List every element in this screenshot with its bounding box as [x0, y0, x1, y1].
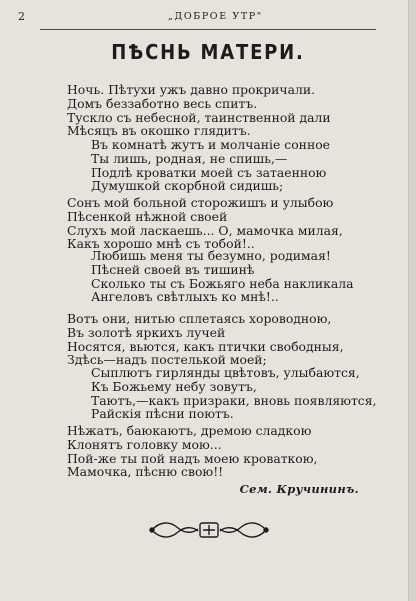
stanza-3 — [67, 196, 343, 251]
poem-title: ПѢСНЬ МАТЕРИ. — [111, 40, 305, 64]
poem-line: Райскія пѣсни поютъ. — [91, 406, 234, 422]
poem-line: Ангеловъ свѣтлыхъ ко мнѣ!.. — [91, 289, 279, 305]
stanza-2 — [91, 138, 330, 193]
poem-line: Къ Божьему небу зовутъ, — [91, 378, 257, 394]
stanza-5 — [67, 312, 344, 367]
stanza-6 — [91, 366, 377, 421]
author-signature: Сем. Кручининъ. — [239, 482, 359, 496]
poem-line: Сонъ мой больной сторожишъ и улыбою — [67, 195, 334, 210]
poem-line: Вотъ они, нитью сплетаясь хороводною, — [67, 311, 332, 326]
page-number: 2 — [18, 10, 25, 23]
page-header — [18, 10, 398, 24]
poem-line: Носятся, вьются, какъ птички свободныя, — [67, 338, 344, 354]
poem-line: Домъ беззаботно весь спитъ. — [67, 95, 258, 111]
poem-line: Ночь. Пѣтухи ужъ давно прокричали. — [67, 82, 316, 97]
poem-line: Любишь меня ты безумно, родимая! — [91, 248, 331, 263]
header-rule — [40, 29, 376, 30]
vignette-ornament-icon — [148, 516, 270, 544]
poem-line: Пѣсенкой нѣжной своей — [67, 208, 228, 224]
poem-line: Сколько ты съ Божьяго неба накликала — [91, 275, 354, 291]
poem-line: Здѣсь—надъ постелькой моей; — [67, 352, 267, 368]
poem-line: Мѣсяцъ въ окошко глядитъ. — [67, 123, 251, 139]
poem-line: Въ комнатѣ жутъ и молчаніе сонное — [91, 137, 330, 152]
poem-line: Какъ хорошо мнѣ съ тобой!.. — [67, 236, 255, 252]
poem-line: Ты лишь, родная, не спишь,— — [91, 150, 288, 166]
stanza-7 — [67, 424, 318, 479]
poem-line: Думушкой скорбной сидишь; — [91, 178, 284, 194]
poem-line: Слухъ мой ласкаешь... О, мамочка милая, — [67, 222, 343, 238]
poem-line: Пой-же ты пой надъ моею кроваткою, — [67, 450, 318, 466]
poem-line: Сыплютъ гирлянды цвѣтовъ, улыбаются, — [91, 365, 360, 380]
running-title: „ДОБРОЕ УТР" — [168, 11, 263, 22]
poem-line: Тускло съ небесной, таинственной дали — [67, 109, 331, 125]
poem-line: Нѣжатъ, баюкаютъ, дремою сладкою — [67, 423, 312, 438]
stanza-1 — [67, 83, 331, 138]
poem-line: Въ золотѣ яркихъ лучей — [67, 324, 226, 340]
poem-line: Клонятъ головку мою... — [67, 436, 222, 452]
poem-line: Пѣсней своей въ тишинѣ — [91, 261, 255, 277]
page-edge — [408, 0, 416, 601]
poem-line: Таютъ,—какъ призраки, вновь появляются, — [91, 392, 377, 408]
stanza-4 — [91, 249, 354, 304]
poem-line: Подлѣ кроватки моей съ затаенною — [91, 164, 327, 180]
poem-line: Мамочка, пѣсню свою!! — [67, 464, 224, 480]
